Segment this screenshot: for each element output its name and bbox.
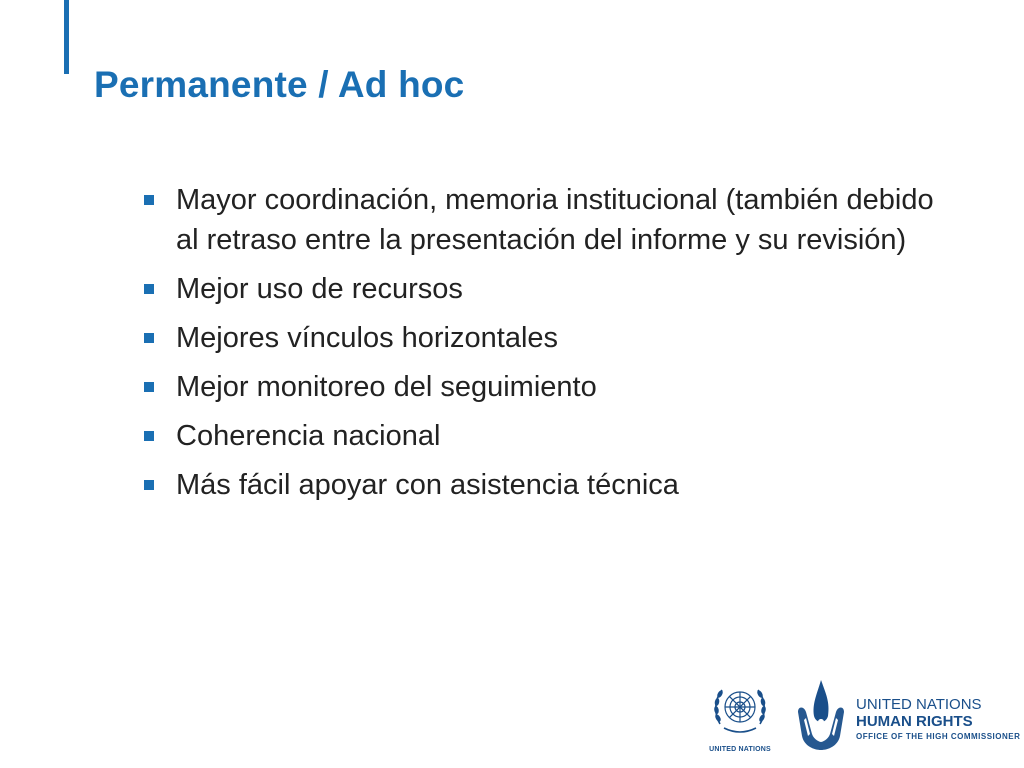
square-bullet-icon <box>144 195 154 205</box>
bullet-list <box>144 180 934 514</box>
bullet-text: Mejor monitoreo del seguimiento <box>176 371 597 403</box>
bullet-item <box>144 318 934 358</box>
un-logo-caption: UNITED NATIONS <box>709 746 771 753</box>
ohchr-logo <box>788 676 1021 760</box>
bullet-item <box>144 180 934 260</box>
square-bullet-icon <box>144 382 154 392</box>
bullet-item <box>144 367 934 407</box>
title-accent-bar <box>64 0 69 74</box>
bullet-text: Mejor uso de recursos <box>176 273 463 305</box>
flame-hands-icon <box>790 676 852 752</box>
un-logo <box>704 678 776 758</box>
bullet-text: Mayor coordinación, memoria institucional (también debido al retraso entre la presentación del informe y su revisión) <box>176 184 934 256</box>
ohchr-line-united-nations: UNITED NATIONS <box>856 696 982 713</box>
bullet-item <box>144 269 934 309</box>
ohchr-line-office: OFFICE OF THE HIGH COMMISSIONER <box>856 732 1021 741</box>
square-bullet-icon <box>144 333 154 343</box>
bullet-text: Más fácil apoyar con asistencia técnica <box>176 469 679 501</box>
ohchr-line-human-rights: HUMAN RIGHTS <box>856 713 973 730</box>
square-bullet-icon <box>144 431 154 441</box>
un-emblem-icon <box>710 678 770 738</box>
bullet-item <box>144 465 934 505</box>
ohchr-wordmark <box>856 696 1020 744</box>
bullet-item <box>144 416 934 456</box>
slide-title: Permanente / Ad hoc <box>94 64 465 105</box>
bullet-text: Coherencia nacional <box>176 420 441 452</box>
bullet-text: Mejores vínculos horizontales <box>176 322 559 354</box>
square-bullet-icon <box>144 480 154 490</box>
footer-logos <box>700 676 1021 760</box>
square-bullet-icon <box>144 284 154 294</box>
